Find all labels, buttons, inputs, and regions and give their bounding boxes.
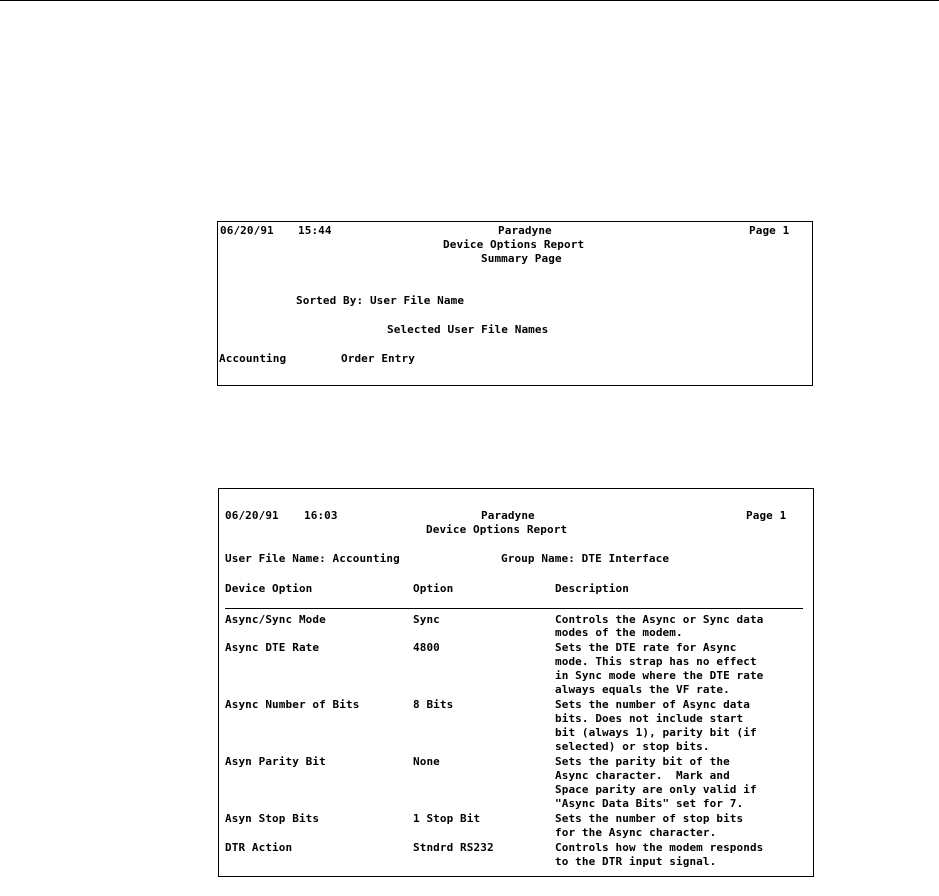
table-row-option: Async DTE Rate: [225, 641, 320, 654]
table-row-description: Sets the DTE rate for Async: [555, 641, 737, 654]
table-row-description: Sets the number of Async data: [555, 698, 750, 711]
table-row-value: 1 Stop Bit: [413, 812, 481, 825]
page-top-rule: [0, 0, 939, 1]
selected-files-heading: Selected User File Names: [387, 323, 549, 336]
table-row-value: Sync: [413, 613, 440, 626]
table-row-option: Asyn Parity Bit: [225, 755, 326, 768]
table-row-value: 8 Bits: [413, 698, 454, 711]
table-row-description: Sets the parity bit of the: [555, 755, 730, 768]
table-row-description: selected) or stop bits.: [555, 740, 710, 753]
table-row-description: modes of the modem.: [555, 626, 683, 639]
table-row-description: Controls the Async or Sync data: [555, 613, 764, 626]
table-row-option: DTR Action: [225, 841, 293, 854]
report-time: 16:03: [304, 509, 338, 522]
company-name: Paradyne: [498, 224, 552, 237]
table-row-description: Space parity are only valid if: [555, 783, 757, 796]
table-row-value: None: [413, 755, 440, 768]
table-row-description: "Async Data Bits" set for 7.: [555, 797, 744, 810]
company-name: Paradyne: [481, 509, 535, 522]
header-divider: [225, 608, 803, 609]
table-row-description: Async character. Mark and: [555, 769, 730, 782]
table-row-description: bits. Does not include start: [555, 712, 744, 725]
column-header-description: Description: [555, 582, 629, 595]
user-file-name: Accounting: [219, 352, 287, 365]
column-header-device-option: Device Option: [225, 582, 313, 595]
report-title: Device Options Report: [443, 238, 585, 251]
table-row-description: in Sync mode where the DTE rate: [555, 669, 764, 682]
sorted-by-label: Sorted By: User File Name: [296, 294, 465, 307]
table-row-description: always equals the VF rate.: [555, 683, 730, 696]
table-row-value: 4800: [413, 641, 440, 654]
summary-report: [217, 221, 813, 386]
table-row-description: mode. This strap has no effect: [555, 655, 757, 668]
table-row-option: Async Number of Bits: [225, 698, 360, 711]
device-options-report: [218, 488, 814, 877]
user-file-name: Order Entry: [341, 352, 415, 365]
report-title: Device Options Report: [426, 523, 568, 536]
page-number: Page 1: [749, 224, 790, 237]
table-row-value: Stndrd RS232: [413, 841, 494, 854]
table-row-option: Asyn Stop Bits: [225, 812, 320, 825]
table-row-option: Async/Sync Mode: [225, 613, 326, 626]
column-header-option: Option: [413, 582, 454, 595]
table-row-description: bit (always 1), parity bit (if: [555, 726, 757, 739]
table-row-description: for the Async character.: [555, 826, 717, 839]
table-row-description: to the DTR input signal.: [555, 855, 717, 868]
report-subtitle: Summary Page: [481, 252, 562, 265]
page-number: Page 1: [746, 509, 787, 522]
group-name-label: Group Name: DTE Interface: [501, 552, 670, 565]
report-time: 15:44: [298, 224, 332, 237]
report-date: 06/20/91: [225, 509, 279, 522]
table-row-description: Sets the number of stop bits: [555, 812, 744, 825]
user-file-label: User File Name: Accounting: [225, 552, 400, 565]
table-row-description: Controls how the modem responds: [555, 841, 764, 854]
report-date: 06/20/91: [220, 224, 274, 237]
